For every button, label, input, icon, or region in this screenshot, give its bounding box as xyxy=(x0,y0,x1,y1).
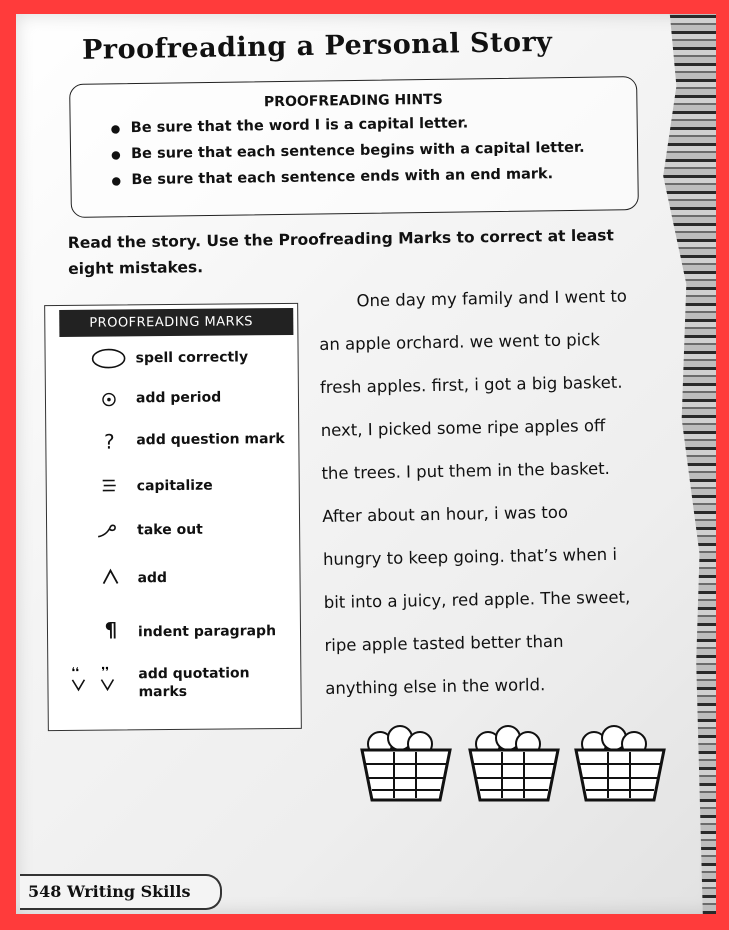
story-line: bit into a juicy, red apple. The sweet, xyxy=(323,587,631,612)
question-icon: ? xyxy=(103,429,115,454)
story-text xyxy=(318,283,665,719)
mark-label: capitalize xyxy=(136,477,213,495)
mark-label: add question mark xyxy=(136,431,285,449)
story-line: an apple orchard. we went to pick xyxy=(319,330,601,354)
story-line: One day my family and I went to xyxy=(356,286,628,311)
proofreading-marks-box xyxy=(44,303,302,731)
mark-label: take out xyxy=(137,521,203,539)
mark-row xyxy=(47,516,297,558)
mark-label: spell correctly xyxy=(135,349,249,367)
period-circle-icon xyxy=(86,389,132,413)
mark-row xyxy=(48,616,298,658)
mark-row xyxy=(48,662,298,714)
story-line: the trees. I put them in the basket. xyxy=(321,458,611,483)
delete-icon xyxy=(87,519,133,545)
marks-heading: PROOFREADING MARKS xyxy=(59,308,293,337)
hint-item: ● Be sure that each sentence begins with a capital letter. xyxy=(131,139,637,162)
mark-row xyxy=(46,344,296,386)
mark-label: add quotation marks xyxy=(138,665,250,701)
apple-basket-icon xyxy=(362,726,450,800)
apple-basket-icon xyxy=(470,726,558,800)
mark-row xyxy=(47,564,297,606)
story-line: fresh apples. first, i got a big basket. xyxy=(319,372,623,397)
hints-heading: PROOFREADING HINTS xyxy=(263,91,443,111)
story-line: anything else in the world. xyxy=(325,675,546,698)
hint-item: ● Be sure that each sentence ends with an end mark. xyxy=(131,165,637,188)
page-footer xyxy=(20,874,222,910)
svg-text:❜❜: ❜❜ xyxy=(101,665,110,679)
quotation-icon xyxy=(64,665,130,698)
story-line: next, I picked some ripe apples off xyxy=(320,416,606,440)
story-line: ripe apple tasted better than xyxy=(324,631,564,655)
apple-baskets-illustration xyxy=(358,718,668,808)
story-line: hungry to keep going. that’s when i xyxy=(322,544,618,569)
mark-row xyxy=(47,472,297,514)
mark-label: add period xyxy=(135,389,222,407)
oval-icon xyxy=(86,347,132,373)
hint-item: ● Be sure that the word I is a capital letter. xyxy=(131,113,637,136)
instructions xyxy=(68,222,649,282)
footer-label: 548 Writing Skills xyxy=(28,882,191,901)
page-title: Proofreading a Personal Story xyxy=(81,26,553,66)
caret-icon xyxy=(87,567,133,589)
mark-label: add xyxy=(137,570,168,587)
capitalize-icon xyxy=(87,477,133,497)
hints-list xyxy=(71,113,638,189)
mark-row xyxy=(46,384,296,426)
mark-row xyxy=(46,426,296,468)
paragraph-icon: ¶ xyxy=(104,617,118,642)
instructions-line: eight mistakes. xyxy=(68,258,204,279)
apple-basket-icon xyxy=(576,726,664,800)
story-line: After about an hour, i was too xyxy=(322,502,569,526)
instructions-line: Read the story. Use the Proofreading Marks to correct at least xyxy=(67,226,614,253)
hints-box xyxy=(69,76,639,218)
svg-text:❛❛: ❛❛ xyxy=(71,665,80,679)
mark-label: indent paragraph xyxy=(137,623,277,641)
